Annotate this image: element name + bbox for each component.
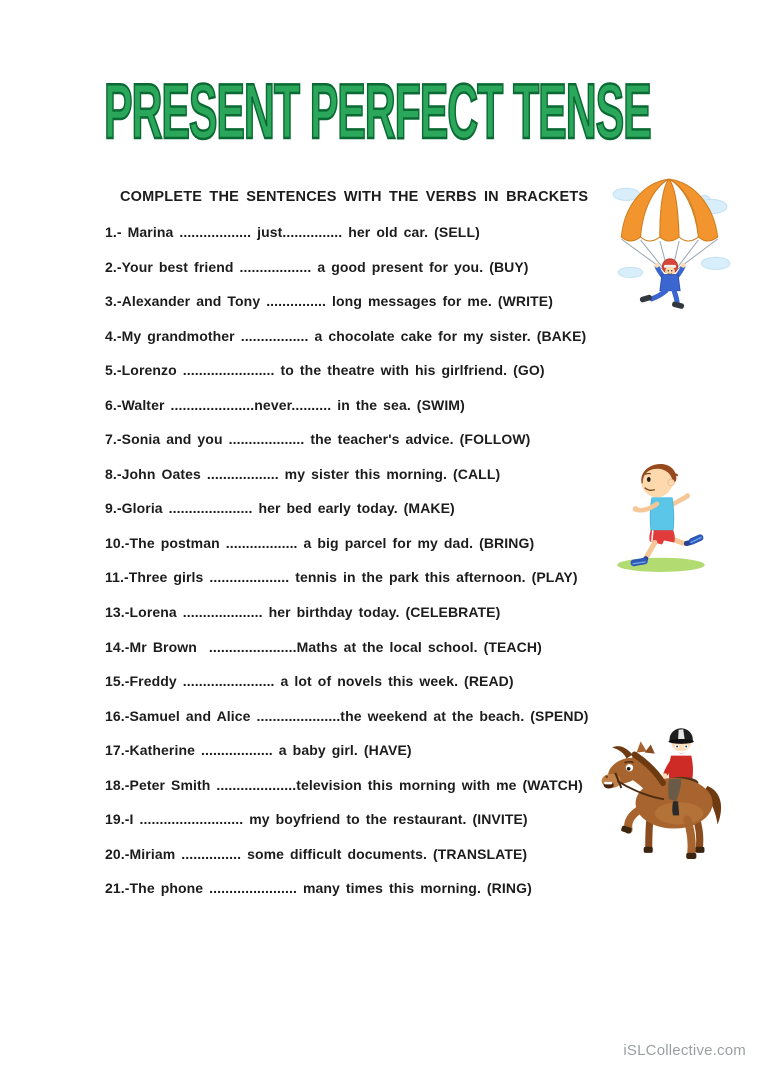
sentence-line: 10.-The postman .................. a big parcel for my dad. (BRING) [105, 534, 535, 551]
sentence-line: 18.-Peter Smith ....................television this morning with me (WATCH) [105, 776, 583, 793]
sentence-line: 21.-The phone ...................... many times this morning. (RING) [105, 880, 532, 897]
sentence-line: 16.-Samuel and Alice .....................the weekend at the beach. (SPEND) [105, 707, 589, 724]
sentence-line: 6.-Walter .....................never.......... in the sea. (SWIM) [105, 396, 465, 413]
sentence-line: 3.-Alexander and Tony ............... long messages for me. (WRITE) [105, 293, 553, 310]
islcollective-watermark: iSLCollective.com [623, 1042, 746, 1059]
parachute-boy-illustration [606, 172, 733, 309]
sentence-line: 13.-Lorena .................... her birthday today. (CELEBRATE) [105, 604, 501, 621]
running-boy-illustration [604, 450, 721, 574]
sentence-line: 20.-Miriam ............... some difficult documents. (TRANSLATE) [105, 845, 528, 862]
sentence-line: 14.-Mr Brown ......................Maths at the local school. (TEACH) [105, 638, 542, 655]
sentence-line: 7.-Sonia and you ................... the teacher's advice. (FOLLOW) [105, 431, 531, 448]
sentence-line: 8.-John Oates .................. my sister this morning. (CALL) [105, 465, 501, 482]
sentence-line: 1.- Marina .................. just............... her old car. (SELL) [105, 224, 480, 240]
sentence-line: 5.-Lorenzo ....................... to the theatre with his girlfriend. (GO) [105, 362, 545, 379]
sentence-line: 2.-Your best friend .................. a good present for you. (BUY) [105, 258, 529, 275]
horse-rider-illustration [598, 710, 740, 862]
sentence-line: 15.-Freddy ....................... a lot of novels this week. (READ) [105, 673, 514, 690]
running-boy-icon [604, 450, 721, 574]
instruction-heading: COMPLETE THE SENTENCES WITH THE VERBS IN BRACKETS [120, 189, 589, 205]
parachute-boy-icon [606, 172, 733, 309]
sentence-line: 19.-I .......................... my boyfriend to the restaurant. (INVITE) [105, 811, 528, 828]
sentence-line: 17.-Katherine .................. a baby girl. (HAVE) [105, 742, 412, 759]
worksheet-title: PRESENT PERFECT TENSE [104, 67, 651, 155]
sentence-line: 4.-My grandmother ................. a chocolate cake for my sister. (BAKE) [105, 327, 587, 344]
sentence-line: 9.-Gloria ..................... her bed early today. (MAKE) [105, 500, 455, 517]
horse-rider-icon [598, 710, 740, 862]
sentence-line: 11.-Three girls .................... tennis in the park this afternoon. (PLAY) [105, 569, 578, 586]
